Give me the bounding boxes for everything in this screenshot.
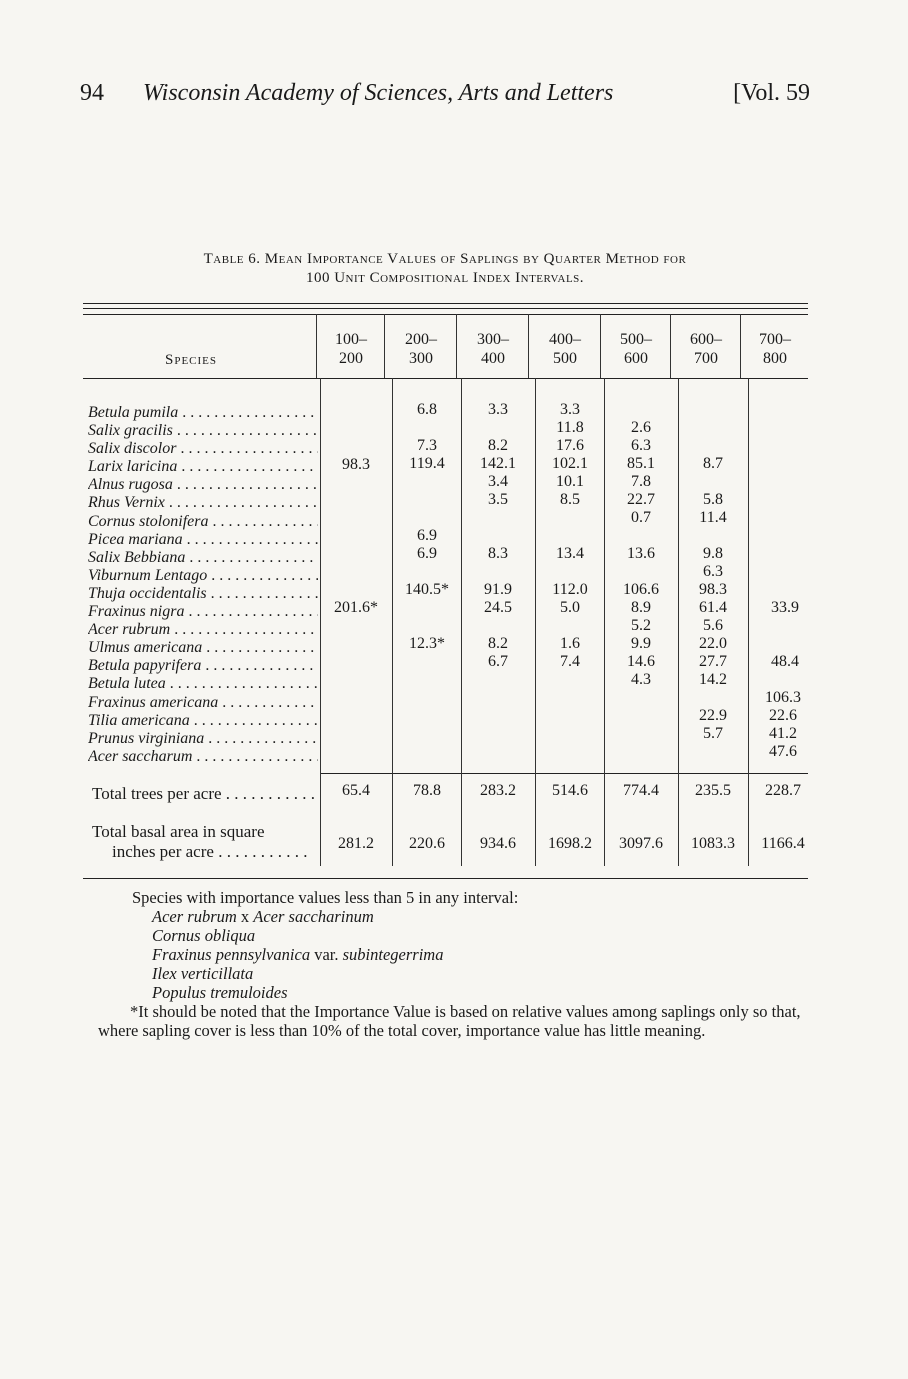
total-cell: 235.5: [695, 782, 731, 799]
table-top-rule-2: [83, 308, 808, 309]
species-name: Picea mariana . . .: [88, 531, 318, 549]
table-cell: 5.6: [703, 617, 723, 634]
species-name: Larix laricina . . .: [88, 458, 318, 476]
table-cell: 4.3: [631, 671, 651, 688]
table-cell: 47.6: [769, 743, 797, 760]
table-cell: 85.1: [627, 455, 655, 472]
column-header: 600– 700: [690, 331, 722, 367]
species-column-header: Species: [165, 352, 218, 368]
species-name: Betula pumila . . .: [88, 404, 318, 422]
column-header: 700– 800: [759, 331, 791, 367]
species-name: Ulmus americana . . .: [88, 639, 318, 657]
col-divider: [461, 378, 462, 866]
species-name: Tilia americana . . .: [88, 712, 318, 730]
col-divider: [678, 378, 679, 866]
col-divider: [600, 314, 601, 378]
volume-label: [Vol. 59: [733, 80, 810, 106]
table-cell: 6.8: [417, 401, 437, 418]
footnote-species: Ilex verticillata: [152, 964, 254, 983]
species-name: Salix gracilis . . .: [88, 422, 318, 440]
table-cell: 5.7: [703, 725, 723, 742]
table-cell: 142.1: [480, 455, 516, 472]
species-name: Fraxinus americana . . .: [88, 694, 318, 712]
species-list: [88, 404, 318, 766]
table-cell: 22.7: [627, 491, 655, 508]
table-cell: 3.3: [560, 401, 580, 418]
species-name: Fraxinus nigra . . .: [88, 603, 318, 621]
total-cell: 1166.4: [761, 835, 805, 852]
col-divider: [748, 378, 749, 866]
total-trees-label: Total trees per acre . . .: [92, 784, 315, 804]
caption-line-1: Table 6. Mean Importance Values of Saplings by Quarter Method for: [203, 251, 687, 267]
footnote-species: Populus tremuloides: [152, 983, 288, 1002]
table-cell: 6.3: [631, 437, 651, 454]
col-divider: [456, 314, 457, 378]
column-header: 100– 200: [335, 331, 367, 367]
table-cell: 98.3: [342, 456, 370, 473]
total-cell: 934.6: [480, 835, 516, 852]
species-name: Rhus Vernix . . .: [88, 494, 318, 512]
species-name: Alnus rugosa . . .: [88, 476, 318, 494]
table-cell: 6.3: [703, 563, 723, 580]
table-cell: 8.7: [703, 455, 723, 472]
table-cell: 8.3: [488, 545, 508, 562]
total-cell: 281.2: [338, 835, 374, 852]
footnote-lead: Species with importance values less than 5 in any interval:: [132, 888, 519, 907]
col-divider: [535, 378, 536, 866]
table-cell: 102.1: [552, 455, 588, 472]
table-cell: 106.6: [623, 581, 659, 598]
table-caption: [80, 250, 810, 288]
column-header: 200– 300: [405, 331, 437, 367]
total-cell: 220.6: [409, 835, 445, 852]
total-cell: 774.4: [623, 782, 659, 799]
page-number: 94: [80, 80, 104, 106]
totals-rule: [320, 773, 808, 774]
species-name: Prunus virginiana . . .: [88, 730, 318, 748]
table-cell: 61.4: [699, 599, 727, 616]
col-divider: [316, 314, 317, 378]
table-cell: 11.8: [556, 419, 584, 436]
col-divider: [320, 378, 321, 866]
table-cell: 6.9: [417, 545, 437, 562]
table-cell: 8.9: [631, 599, 651, 616]
table-cell: 24.5: [484, 599, 512, 616]
table-top-rule: [83, 303, 808, 304]
total-cell: 1083.3: [691, 835, 735, 852]
table-cell: 0.7: [631, 509, 651, 526]
table-cell: 17.6: [556, 437, 584, 454]
col-divider: [392, 378, 393, 866]
footnote-species: Acer rubrum x Acer saccharinum: [152, 907, 374, 926]
table-cell: 14.2: [699, 671, 727, 688]
total-cell: 78.8: [413, 782, 441, 799]
table-cell: 11.4: [699, 509, 727, 526]
footnote-species: Cornus obliqua: [152, 926, 256, 945]
total-cell: 283.2: [480, 782, 516, 799]
table-cell: 5.0: [560, 599, 580, 616]
species-name: Betula lutea . . .: [88, 675, 318, 693]
table-cell: 1.6: [560, 635, 580, 652]
species-name: Cornus stolonifera . . .: [88, 513, 318, 531]
table-cell: 33.9: [771, 599, 799, 616]
running-header: [80, 80, 810, 112]
table-cell: 98.3: [699, 581, 727, 598]
table-cell: 5.8: [703, 491, 723, 508]
col-divider: [740, 314, 741, 378]
total-cell: 65.4: [342, 782, 370, 799]
table-cell: 9.9: [631, 635, 651, 652]
table-cell: 8.2: [488, 437, 508, 454]
table-cell: 8.2: [488, 635, 508, 652]
species-name: Salix Bebbiana . . .: [88, 549, 318, 567]
table-cell: 7.3: [417, 437, 437, 454]
header-bottom-rule: [83, 378, 808, 379]
table-cell: 91.9: [484, 581, 512, 598]
total-cell: 228.7: [765, 782, 801, 799]
table-cell: 3.4: [488, 473, 508, 490]
footnotes: [100, 888, 830, 1040]
table-cell: 201.6*: [334, 599, 378, 616]
col-divider: [670, 314, 671, 378]
table-bottom-rule: [83, 878, 808, 879]
table-cell: 48.4: [771, 653, 799, 670]
table-cell: 106.3: [765, 689, 801, 706]
table-cell: 10.1: [556, 473, 584, 490]
col-divider: [384, 314, 385, 378]
footnote-species: Fraxinus pennsylvanica var. subintegerrima: [152, 945, 444, 964]
column-header: 400– 500: [549, 331, 581, 367]
species-name: Betula papyrifera . . .: [88, 657, 318, 675]
table-cell: 112.0: [552, 581, 588, 598]
table-cell: 5.2: [631, 617, 651, 634]
col-divider: [604, 378, 605, 866]
table-cell: 3.3: [488, 401, 508, 418]
caption-line-2: 100 Unit Compositional Index Intervals.: [305, 270, 585, 286]
table-cell: 12.3*: [409, 635, 445, 652]
species-name: Acer rubrum . . .: [88, 621, 318, 639]
table-cell: 140.5*: [405, 581, 449, 598]
table-cell: 22.0: [699, 635, 727, 652]
table-cell: 22.9: [699, 707, 727, 724]
table-cell: 14.6: [627, 653, 655, 670]
table-cell: 7.4: [560, 653, 580, 670]
table-cell: 13.6: [627, 545, 655, 562]
column-header: 500– 600: [620, 331, 652, 367]
table-cell: 41.2: [769, 725, 797, 742]
species-name: Thuja occidentalis . . .: [88, 585, 318, 603]
species-name: Viburnum Lentago . . .: [88, 567, 318, 585]
footnote-note: *It should be noted that the Importance Value is based on relative values among saplings only so that, where sapling cover is less than 10% of the total cover, importance value has little meaning.: [98, 1002, 801, 1040]
total-basal-label: Total basal area in square inches per acre . . .: [92, 822, 307, 862]
table-cell: 27.7: [699, 653, 727, 670]
table-cell: 2.6: [631, 419, 651, 436]
col-divider: [528, 314, 529, 378]
table-cell: 7.8: [631, 473, 651, 490]
total-cell: 514.6: [552, 782, 588, 799]
journal-title: Wisconsin Academy of Sciences, Arts and Letters: [143, 80, 614, 106]
table-top-rule-3: [83, 314, 808, 315]
total-cell: 1698.2: [548, 835, 592, 852]
species-name: Acer saccharum . . .: [88, 748, 318, 766]
table-cell: 6.9: [417, 527, 437, 544]
table-cell: 9.8: [703, 545, 723, 562]
table-cell: 119.4: [409, 455, 445, 472]
table-cell: 13.4: [556, 545, 584, 562]
species-name: Salix discolor . . .: [88, 440, 318, 458]
column-header: 300– 400: [477, 331, 509, 367]
table-cell: 8.5: [560, 491, 580, 508]
table-cell: 3.5: [488, 491, 508, 508]
total-cell: 3097.6: [619, 835, 663, 852]
table-cell: 22.6: [769, 707, 797, 724]
table-cell: 6.7: [488, 653, 508, 670]
